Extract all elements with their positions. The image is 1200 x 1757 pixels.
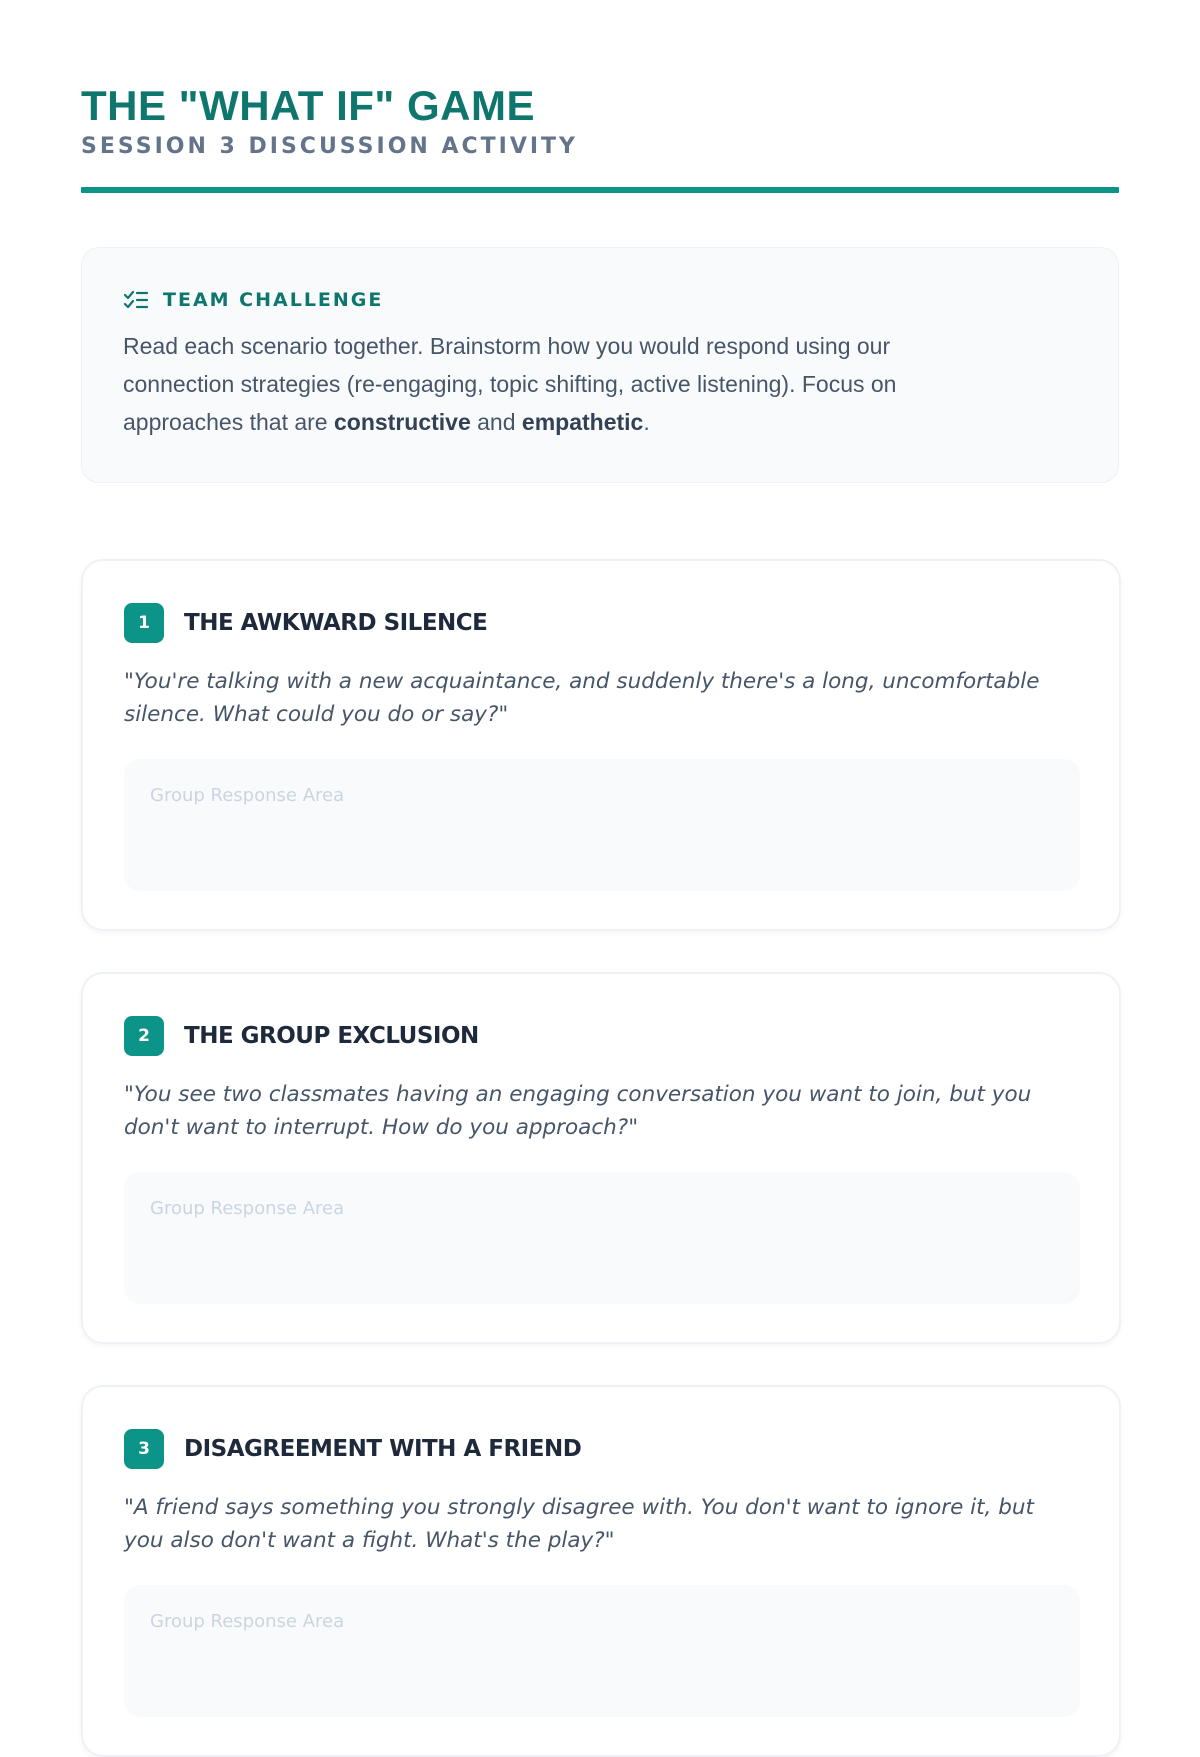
response-placeholder: Group Response Area — [150, 1198, 345, 1219]
instructions-text-end: . — [643, 409, 650, 435]
group-response-area[interactable] — [124, 759, 1080, 891]
scenario-card — [81, 972, 1121, 1344]
scenario-title: THE AWKWARD SILENCE — [184, 610, 488, 636]
instructions-emphasis-constructive: constructive — [333, 409, 471, 435]
scenario-number-badge: 2 — [124, 1016, 164, 1056]
scenario-title: DISAGREEMENT WITH A FRIEND — [184, 1436, 582, 1462]
header-divider — [81, 187, 1119, 193]
response-placeholder: Group Response Area — [150, 1611, 345, 1632]
scenario-header — [124, 1016, 1078, 1056]
scenario-number-badge: 3 — [124, 1429, 164, 1469]
scenario-header — [124, 603, 1078, 643]
instructions-emphasis-empathetic: empathetic — [521, 409, 644, 435]
scenario-title: THE GROUP EXCLUSION — [184, 1023, 479, 1049]
page-subtitle: SESSION 3 DISCUSSION ACTIVITY — [81, 134, 578, 159]
instructions-text-joiner: and — [470, 409, 522, 435]
response-placeholder: Group Response Area — [150, 785, 345, 806]
team-challenge-label: TEAM CHALLENGE — [163, 289, 384, 311]
group-response-area[interactable] — [124, 1585, 1080, 1717]
page-header — [81, 0, 1119, 193]
team-challenge-box — [81, 247, 1119, 483]
scenario-header — [124, 1429, 1078, 1469]
scenario-prompt: "You see two classmates having an engaging conversation you want to join, but you don't want to interrupt. How do you approach?" — [124, 1082, 1032, 1140]
scenario-number-badge: 1 — [124, 603, 164, 643]
scenario-card — [81, 1385, 1121, 1757]
instructions-text: Read each scenario together. Brainstorm how you would respond using our connection strategies (re-engaging, topic shifting, active listening). Focus on approaches that are — [123, 333, 897, 435]
team-challenge-instructions — [123, 327, 1003, 441]
scenario-prompt: "You're talking with a new acquaintance, and suddenly there's a long, uncomfortable silence. What could you do or say?" — [124, 669, 1040, 727]
team-challenge-header — [123, 288, 1078, 312]
scenario-card — [81, 559, 1121, 931]
checklist-icon — [123, 289, 149, 311]
scenario-prompt: "A friend says something you strongly disagree with. You don't want to ignore it, but you also don't want a fight. What's the play?" — [124, 1495, 1034, 1553]
page-title: THE "WHAT IF" GAME — [81, 82, 535, 129]
group-response-area[interactable] — [124, 1172, 1080, 1304]
